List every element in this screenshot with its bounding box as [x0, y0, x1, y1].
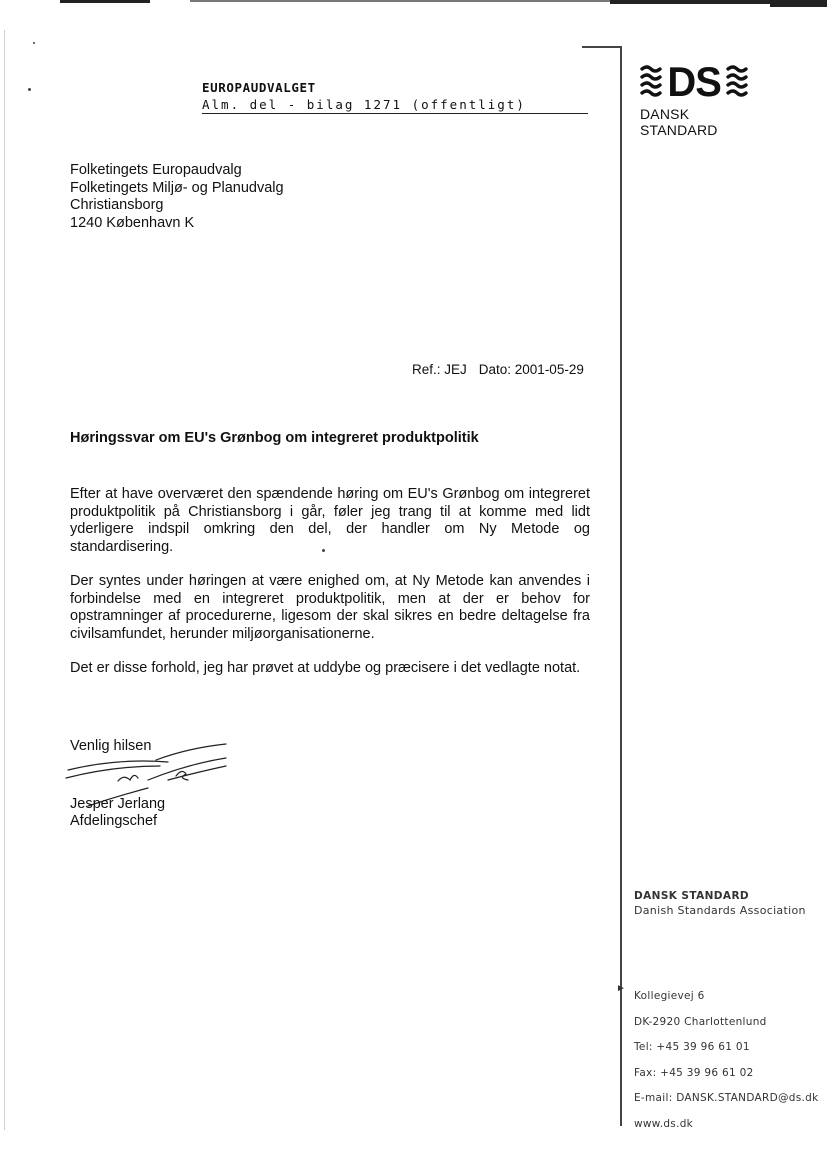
scan-speck [33, 42, 35, 44]
reference-line [412, 362, 596, 377]
footer-contact-list [634, 984, 819, 1137]
body-paragraph: Det er disse forhold, jeg har prøvet at uddybe og præcisere i det vedlagte notat. [70, 660, 581, 676]
stamp-annex-line: Alm. del - bilag 1271 (offentligt) [202, 97, 588, 114]
address-line: Folketingets Miljø- og Planudvalg [70, 179, 284, 196]
footer-fax: Fax: +45 39 96 61 02 [634, 1066, 754, 1079]
address-line: Christiansborg [70, 197, 164, 213]
footer-email: E-mail: DANSK.STANDARD@ds.dk [634, 1092, 819, 1104]
wave-lines-icon [726, 63, 748, 101]
address-line: 1240 København K [70, 214, 195, 231]
wave-lines-icon [640, 63, 662, 101]
logo-mark [640, 60, 765, 104]
body-paragraph: Efter at have overværet den spændende høring om EU's Grønbog om integreret produktpolitik på Christiansborg i går, føler jeg trang til at komme med lidt yderligere indspil omkring den del, der handler om Ny Metode og standardisering. [70, 486, 590, 555]
footer-contact-block [634, 890, 819, 1130]
closing-greeting: Venlig hilsen [70, 738, 152, 754]
signer-name: Jesper Jerlang [70, 795, 166, 812]
footer-city: DK-2920 Charlottenlund [634, 1015, 767, 1028]
closing-block [70, 738, 165, 831]
scan-edge-top [0, 0, 827, 8]
margin-rule [620, 46, 622, 1126]
signer-title: Afdelingschef [70, 813, 158, 829]
stamp-committee: EUROPAUDVALGET [202, 80, 316, 95]
footer-phone: Tel: +45 39 96 61 01 [634, 1041, 750, 1053]
logo-name: DANSK STANDARD [640, 106, 718, 138]
body-paragraph: Der syntes under høringen at være enighed om, at Ny Metode kan anvendes i forbindelse med en integreret produktpolitik, men at der er behov for opstramninger af procedurerne, ligesom der skal sikres en bedre deltagelse fra civilsamfundet, herunder miljøorganisationerne. [70, 573, 590, 642]
footer-website: www.ds.dk [634, 1117, 694, 1130]
ds-logo [640, 60, 765, 138]
scan-edge-left [4, 30, 5, 1130]
address-line: Folketingets Europaudvalg [70, 162, 242, 178]
letter-date: Dato: 2001-05-29 [478, 362, 584, 377]
letter-body [70, 486, 590, 695]
recipient-address [70, 162, 284, 232]
logo-letters: DS [667, 58, 721, 105]
filing-stamp [202, 80, 588, 114]
pointer-arrow-icon: ► [616, 983, 626, 994]
footer-org-name: DANSK STANDARD [634, 890, 750, 902]
footer-org-english: Danish Standards Association [634, 904, 806, 917]
scan-speck [28, 88, 31, 91]
reference-id: Ref.: JEJ [412, 362, 467, 377]
margin-rule-tick [582, 46, 621, 48]
letter-subject: Høringssvar om EU's Grønbog om integreret produktpolitik [70, 430, 479, 446]
footer-street: Kollegievej 6 [634, 990, 705, 1002]
